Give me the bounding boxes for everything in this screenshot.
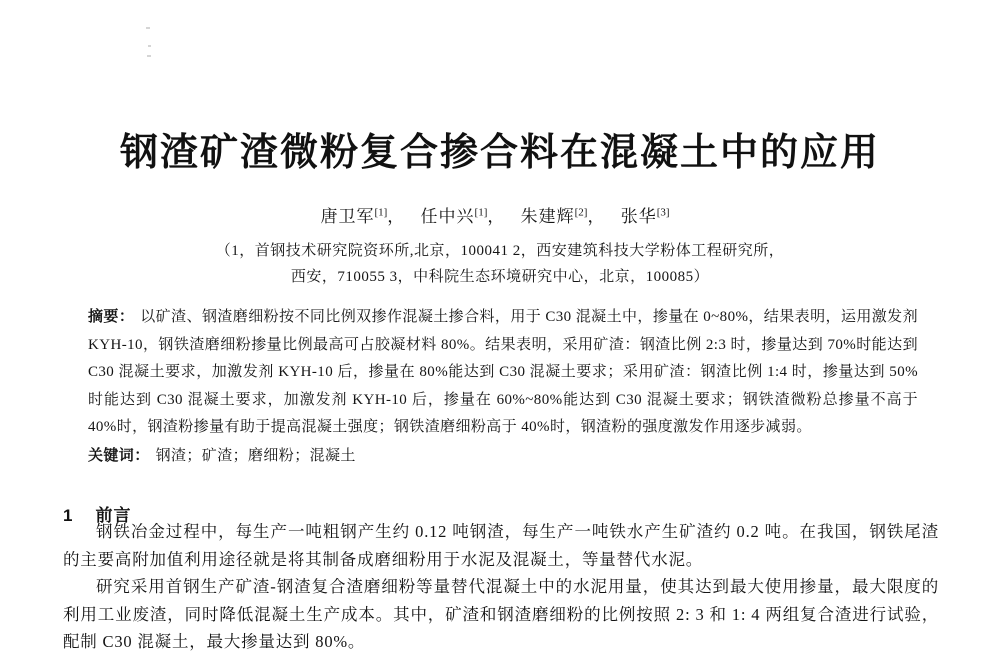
affiliation-line-1: （1，首钢技术研究院资环所,北京，100041 2，西安建筑科技大学粉体工程研究所， <box>215 243 785 259</box>
author: 唐卫军[1]， <box>320 206 406 226</box>
author: 朱建辉[2]， <box>520 206 606 226</box>
author: 任中兴[1]， <box>420 206 506 226</box>
section-title: 前言 <box>95 506 132 526</box>
abstract-label: 摘要： <box>88 308 135 325</box>
scan-artifact <box>148 45 151 47</box>
scan-artifact <box>147 55 151 57</box>
author: 张华[3] <box>620 206 670 226</box>
body-paragraph: 钢铁冶金过程中，每生产一吨粗钢产生约 0.12 吨钢渣，每生产一吨铁水产生矿渣约 0.2 吨。在我国，钢铁尾渣的主要高附加值利用途径就是将其制备成磨细粉用于水泥及混凝土，等量替代水泥。 <box>63 522 939 569</box>
abstract-text: 以矿渣、钢渣磨细粉按不同比例双掺作混凝土掺合料，用于 C30 混凝土中，掺量在 0~80%，结果表明，运用激发剂 KYH-10，钢铁渣磨细粉掺量比例最高可占胶凝材料 80%。结果表明，采用矿渣：钢渣比例 2:3 时，掺量达到 70%时能达到 C30 混凝土要求，加激发剂 KYH-10 后，掺量在 80%能达到 C30 混凝土要求；采用矿渣：钢渣比例 1:4 时，掺量达到 50%时能达到 C30 混凝土要求，加激发剂 KYH-10 后，掺量在 60%~80%能达到 C30 混凝土要求；钢铁渣微粉总掺量不高于 40%时，钢渣粉掺量有助于提高混凝土强度；钢铁渣磨细粉高于 40%时，钢渣粉的强度激发作用逐步减弱。 <box>88 309 918 435</box>
abstract-paragraph <box>88 303 918 442</box>
paper-title: 钢渣矿渣微粉复合掺合料在混凝土中的应用 <box>119 132 880 175</box>
author-superscript: [1] <box>474 206 488 219</box>
author-superscript: [3] <box>656 206 670 219</box>
abstract-block <box>88 303 918 470</box>
author-superscript: [1] <box>374 206 388 219</box>
scan-artifact <box>146 27 150 29</box>
body-paragraph: 研究采用首钢生产矿渣-钢渣复合渣磨细粉等量替代混凝土中的水泥用量，使其达到最大使用掺量，最大限度的利用工业废渣，同时降低混凝土生产成本。其中，矿渣和钢渣磨细粉的比例按照 2: 3 和 1: 4 两组复合渣进行试验，配制 C30 混凝土，最大掺量达到 80%。 <box>63 577 939 651</box>
section-1-body <box>63 518 939 656</box>
keywords-line <box>88 442 918 471</box>
keywords-label: 关键词： <box>88 446 150 464</box>
section-number: 1 <box>63 506 74 526</box>
author-superscript: [2] <box>574 206 588 219</box>
keywords-text: 钢渣；矿渣；磨细粉；混凝土 <box>155 447 356 464</box>
authors-line <box>0 202 1000 227</box>
affiliation-line-2: 西安，710055 3，中科院生态环境研究中心，北京，100085） <box>290 269 710 285</box>
